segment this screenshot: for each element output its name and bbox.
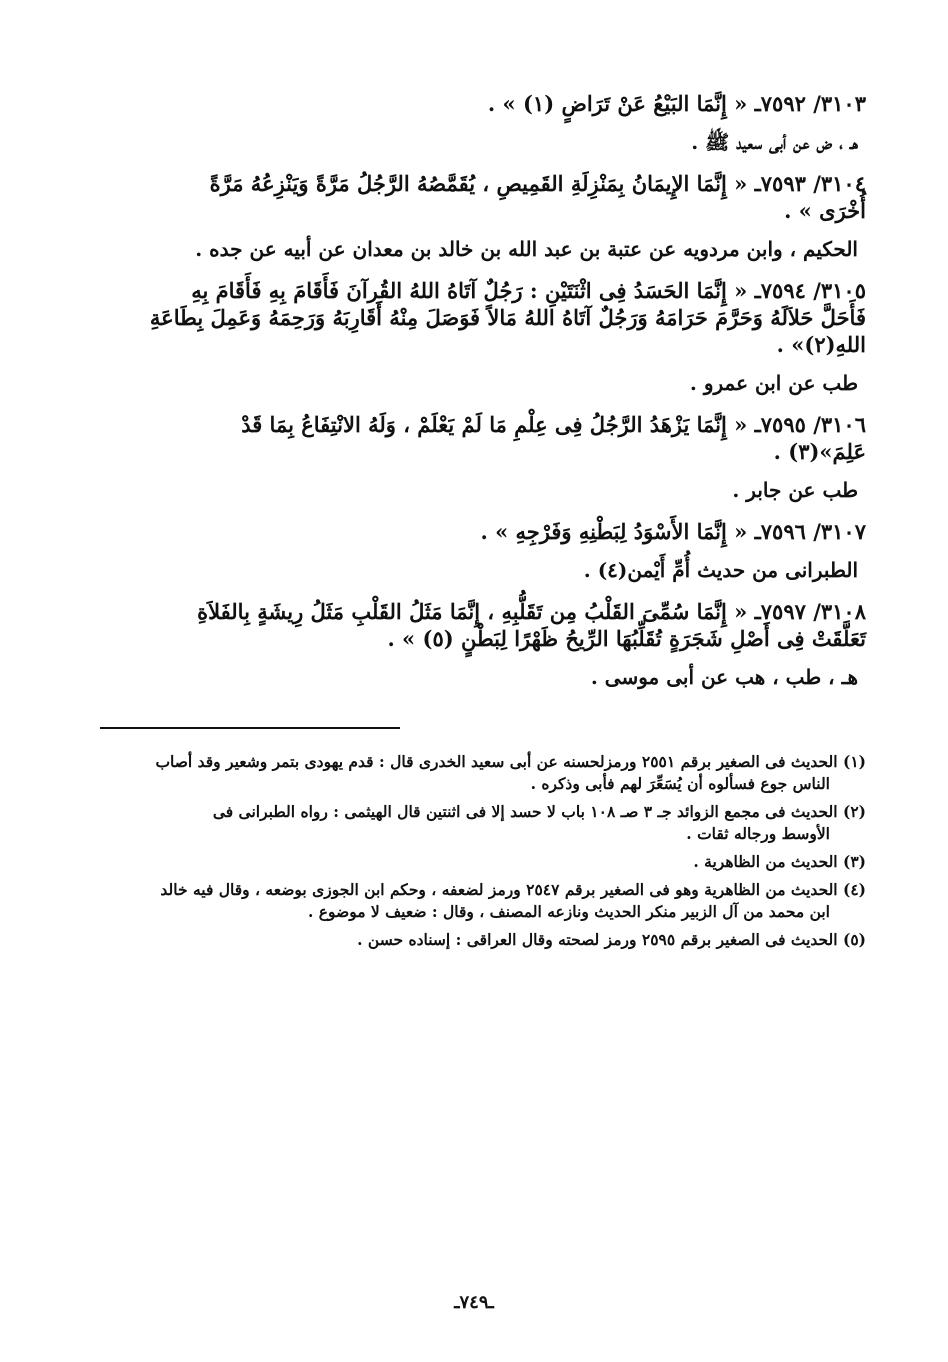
footnote-text-continuation: ابن محمد من آل الزبير منكر الحديث ونازعه المصنف ، وقال : ضعيف لا موضوع . — [307, 902, 830, 921]
footnotes — [100, 751, 866, 951]
footnote-text: (١) الحديث فى الصغير برقم ٢٥٥١ ورمزلحسنه عن أبى سعيد الخدرى قال : قدم يهودى بتمر وشعير وقد أصاب — [155, 752, 866, 771]
hadith-source: هـ ، طب ، هب عن أبى موسى . — [590, 665, 858, 689]
hadith-source: هـ ، ض عن أبى سعيد ﷺ . — [691, 130, 858, 154]
hadith-source: الطبرانى من حديث أُمِّ أَيْمن(٤) . — [583, 558, 858, 582]
footnote-separator — [100, 727, 400, 729]
footnote-text: (٥) الحديث فى الصغير برقم ٢٥٩٥ ورمز لصحته وقال العراقى : إسناده حسن . — [357, 930, 866, 949]
hadith-entry-3106 — [100, 411, 866, 465]
page-number: ـ٧٤٩ـ — [454, 1292, 494, 1313]
hadith-text: ٣١٠٥/ ٧٥٩٤ـ « إِنَّمَا الحَسَدُ فِى اثْنَتَيْنِ : رَجُلٌ آتَاهُ اللهُ القُرآنَ فَأَقَامَ بِهِ فَأَقَامَ بِهِ — [191, 278, 866, 303]
hadith-text-continuation: تَعَلَّقَتْ فِى أَصْلِ شَجَرَةٍ تُقَلِّبُهَا الرِّيحُ ظَهْرًا لِبَطْنٍ (٥) » . — [387, 626, 866, 651]
hadith-text-continuation: أُخْرَى » . — [784, 198, 866, 223]
footnote-text: (٣) الحديث من الظاهرية . — [693, 852, 866, 871]
hadith-entry-3104 — [100, 170, 866, 224]
hadith-text-continuation: اللهِ(٢)» . — [776, 332, 866, 357]
footnote-3 — [100, 851, 866, 873]
footnote-text-continuation: الأوسط ورجاله ثقات . — [686, 824, 830, 843]
hadith-entry-3105 — [100, 277, 866, 358]
hadith-entry-3107 — [100, 518, 866, 545]
footnote-1 — [100, 751, 866, 795]
hadith-entry-3108 — [100, 598, 866, 652]
hadith-text: ٣١٠٤/ ٧٥٩٣ـ « إِنَّمَا الإِيمَانُ بِمَنْزِلَةِ القَمِيصِ ، يُقَمَّصُهُ الرَّجُلُ مَرَّةً وَيَنْزِعُهُ مَرَّةً — [209, 171, 866, 196]
hadith-text: ٣١٠٧/ ٧٥٩٦ـ « إِنَّمَا الأَسْوَدُ لِبَطْنِهِ وَفَرْجِهِ » . — [480, 519, 866, 544]
footnote-text: (٤) الحديث من الظاهرية وهو فى الصغير برقم ٢٥٤٧ ورمز لضعفه ، وحكم ابن الجوزى بوضعه ، وقال فيه خالد — [160, 880, 866, 899]
footnote-text-continuation: الناس جوع فسألوه أن يُسَعِّرَ لهم فأبى وذكره . — [530, 774, 830, 793]
hadith-text-continuation: عَلِمَ»(٣) . — [773, 439, 866, 464]
hadith-entries — [100, 90, 866, 691]
hadith-text: ٣١٠٣/ ٧٥٩٢ـ « إِنَّمَا البَيْعُ عَنْ تَرَاضٍ (١) » . — [487, 91, 866, 116]
hadith-source: الحكيم ، وابن مردويه عن عتبة بن عبد الله بن خالد بن معدان عن أبيه عن جده . — [195, 237, 858, 261]
hadith-source: طب عن ابن عمرو . — [689, 371, 858, 395]
footnote-5 — [100, 929, 866, 951]
hadith-text: ٣١٠٦/ ٧٥٩٥ـ « إِنَّمَا يَزْهَدُ الرَّجُلُ فِى عِلْمِ مَا لَمْ يَعْلَمْ ، وَلَهُ الانْتِفَاعُ بِمَا قَدْ — [241, 412, 866, 437]
hadith-text-continuation: فَأَحَلَّ حَلاَلَهُ وَحَرَّمَ حَرَامَهُ وَرَجُلٌ آتَاهُ اللهُ مَالاً فَوَصَلَ مِنْهُ أَقَارِبَهُ وَرَحِمَهُ وَعَمِلَ بِطَاعَةِ — [149, 305, 866, 330]
hadith-text: ٣١٠٨/ ٧٥٩٧ـ « إِنَّمَا سُمِّىَ القَلْبُ مِن تَقَلُّبِهِ ، إِنَّمَا مَثَلُ القَلْبِ مَثَلُ رِيشَةٍ بِالفَلاَةِ — [197, 599, 866, 624]
footnote-text: (٢) الحديث فى مجمع الزوائد جـ ٣ صـ ١٠٨ باب لا حسد إلا فى اثنتين قال الهيثمى : رواه الطبرانى فى — [212, 802, 866, 821]
hadith-entry-3103 — [100, 90, 866, 117]
footnote-4 — [100, 879, 866, 923]
footnote-separator-wrap — [100, 705, 866, 751]
hadith-source: طب عن جابر . — [732, 478, 858, 502]
footnote-2 — [100, 801, 866, 845]
